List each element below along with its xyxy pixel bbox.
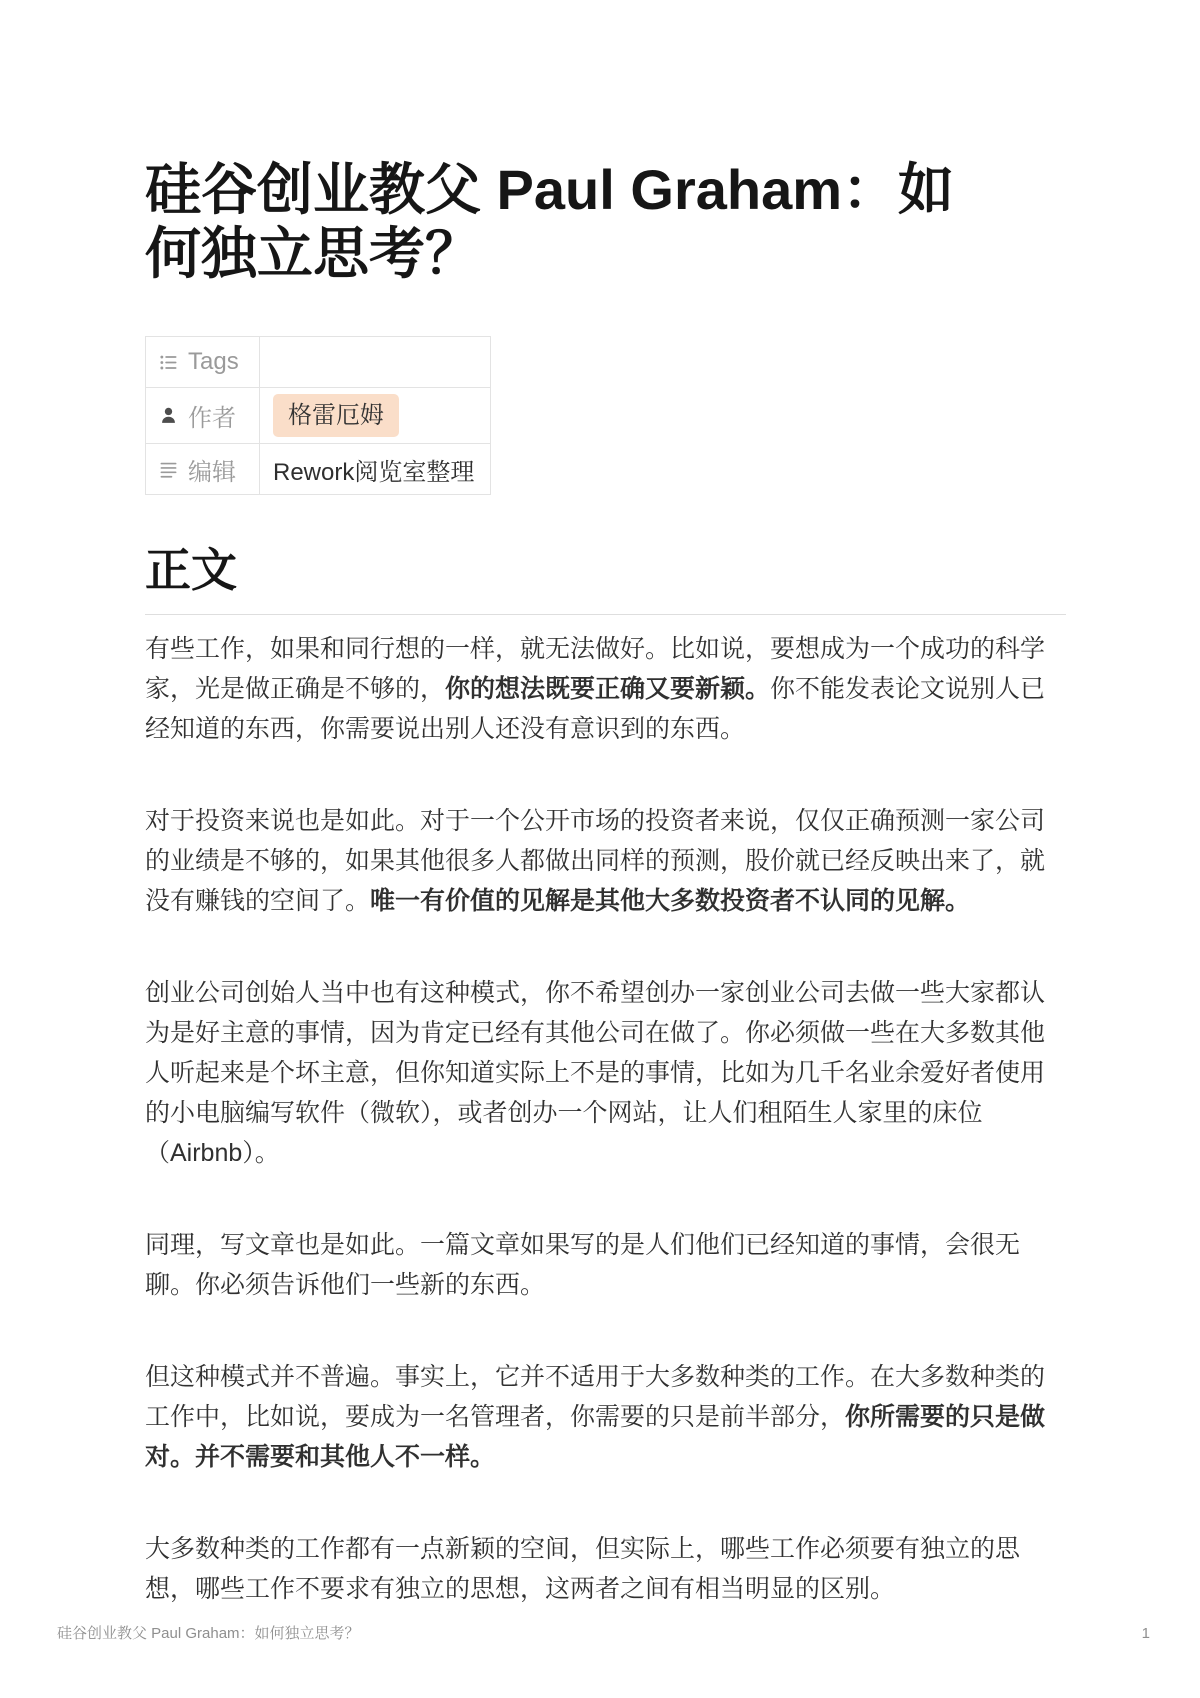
- text-lines-icon: [159, 460, 178, 479]
- text-run: 你不能发表论文说别人已经知道的东西，你需要说出别人还没有意识到的东西。: [145, 675, 1046, 743]
- property-label: 作者: [188, 405, 236, 432]
- property-value: Rework阅览室整理: [273, 458, 475, 486]
- body-paragraph: [145, 801, 1066, 921]
- property-label: Tags: [188, 348, 239, 375]
- body-paragraph: [145, 973, 1066, 1173]
- article-body: [145, 629, 1066, 1609]
- text-run: 创业公司创始人当中也有这种模式，你不希望创办一家创业公司去做一些大家都认为是好主意的事情，因为肯定已经有其他公司在做了。你必须做一些在大多数其他人听起来是个坏主意，但你知道实际上不是的事情，比如为几千名业余爱好者使用的小电脑编写软件（微软），或者创办一个网站，让人们租陌生人家里的床位（Airbnb）。: [145, 979, 1046, 1167]
- document-content: [145, 0, 1066, 1661]
- property-row: [146, 388, 491, 444]
- property-value-badge: 格雷厄姆: [273, 394, 399, 437]
- properties-table: [145, 336, 491, 495]
- text-run: 大多数种类的工作都有一点新颖的空间，但实际上，哪些工作必须要有独立的思想，哪些工作不要求有独立的思想，这两者之间有相当明显的区别。: [145, 1535, 1021, 1603]
- page-title: 硅谷创业教父 Paul Graham：如何独立思考？: [145, 158, 955, 285]
- property-row: [146, 337, 491, 388]
- bold-text-run: 唯一有价值的见解是其他大多数投资者不认同的见解。: [370, 887, 971, 915]
- text-run: 同理，写文章也是如此。一篇文章如果写的是人们他们已经知道的事情，会很无聊。你必须告诉他们一些新的东西。: [145, 1231, 1021, 1299]
- property-label: 编辑: [188, 458, 236, 486]
- text-run: 有些工作，如果和同行想的一样，就无法做好。比如说，要想成为一个成功的科学家，光是做正确是不够的，: [145, 635, 1046, 703]
- bulleted-list-icon: [159, 353, 178, 372]
- section-heading: 正文: [145, 544, 237, 596]
- body-paragraph: [145, 1225, 1066, 1305]
- bold-text-run: 你所需要的只是做对。并不需要和其他人不一样。: [145, 1403, 1046, 1471]
- page-footer: [57, 1622, 1150, 1643]
- property-row: [146, 444, 491, 495]
- text-run: 对于投资来说也是如此。对于一个公开市场的投资者来说，仅仅正确预测一家公司的业绩是不够的，如果其他很多人都做出同样的预测，股价就已经反映出来了，就没有赚钱的空间了。: [145, 807, 1046, 915]
- section-divider: [145, 614, 1066, 615]
- footer-document-title: 硅谷创业教父 Paul Graham：如何独立思考？: [57, 1625, 360, 1642]
- bold-text-run: 你的想法既要正确又要新颖。: [445, 675, 771, 703]
- footer-page-number: 1: [1141, 1625, 1150, 1642]
- body-paragraph: [145, 629, 1066, 749]
- body-paragraph: [145, 1529, 1066, 1609]
- person-icon: [159, 406, 178, 425]
- text-run: 但这种模式并不普遍。事实上，它并不适用于大多数种类的工作。在大多数种类的工作中，比如说，要成为一名管理者，你需要的只是前半部分，: [145, 1363, 1046, 1431]
- body-paragraph: [145, 1357, 1066, 1477]
